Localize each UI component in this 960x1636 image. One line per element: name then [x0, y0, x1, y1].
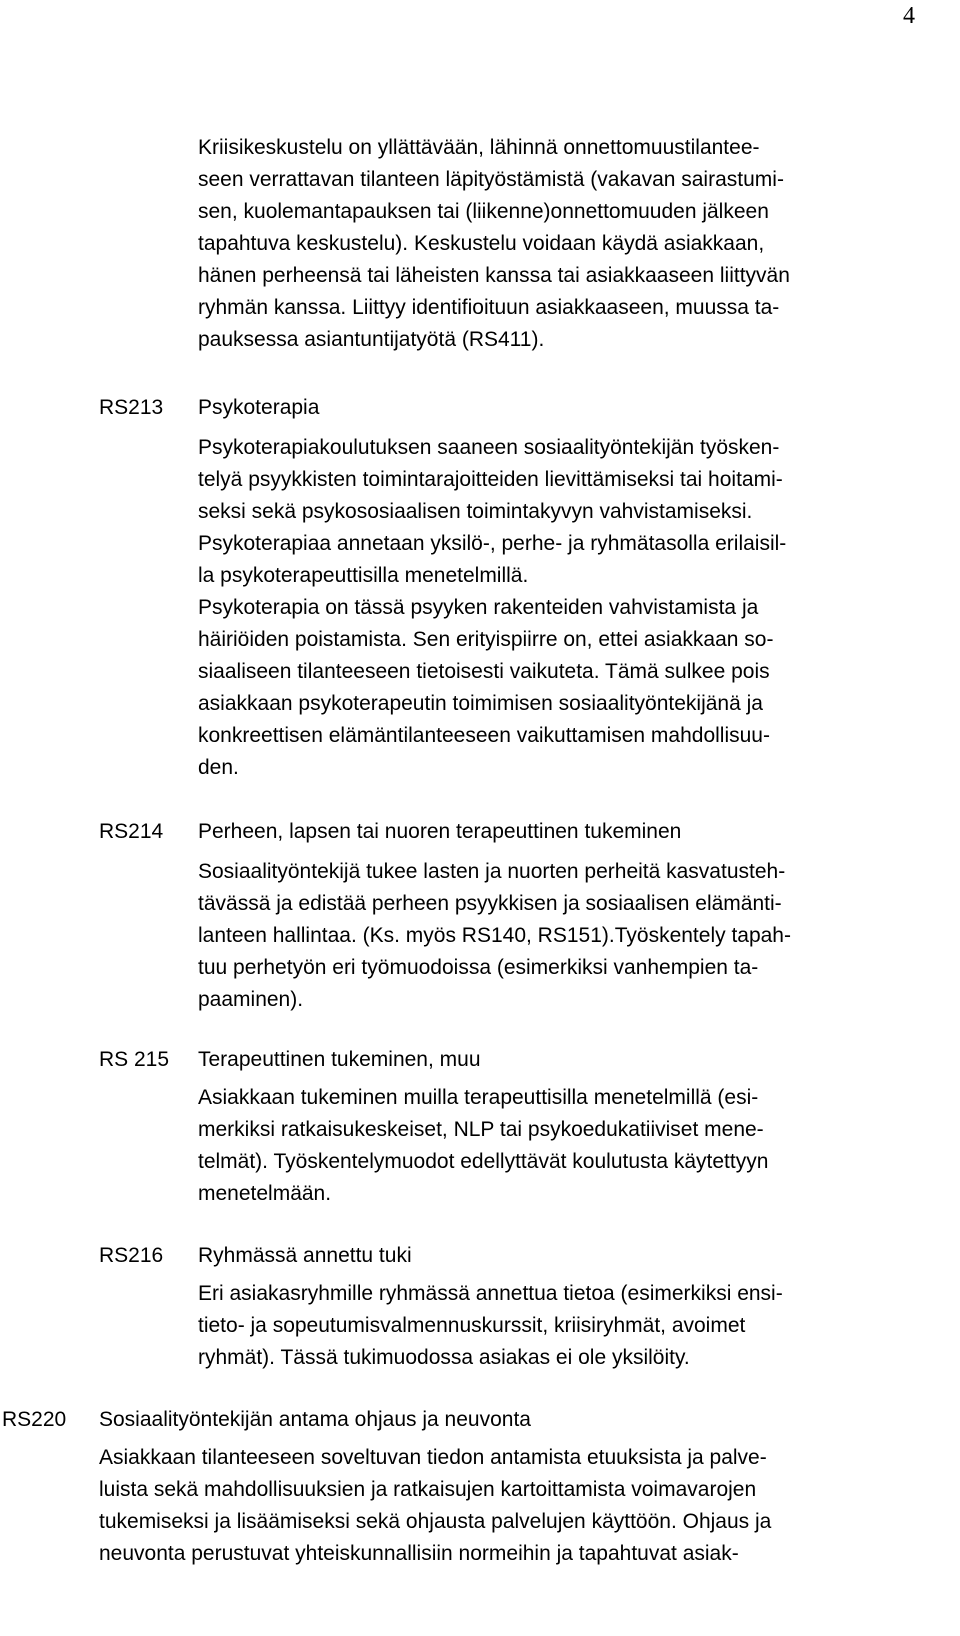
entry-line: seksi sekä psykososiaalisen toimintakyvyn vahvistamiseksi.	[198, 500, 753, 523]
entry-line: siaaliseen tilanteeseen tietoisesti vaikuteta. Tämä sulkee pois	[198, 660, 770, 683]
entry-line: neuvonta perustuvat yhteiskunnallisiin normeihin ja tapahtuvat asiak-	[99, 1542, 739, 1565]
entry-code: RS 215	[99, 1048, 170, 1071]
entry-line: Eri asiakasryhmille ryhmässä annettua tietoa (esimerkiksi ensi-	[198, 1282, 783, 1305]
intro-line: ryhmän kanssa. Liittyy identifioituun asiakkaaseen, muussa ta-	[198, 296, 780, 319]
entry-line: lanteen hallintaa. (Ks. myös RS140, RS151).Työskentely tapah-	[198, 924, 791, 947]
entry-line: häiriöiden poistamista. Sen erityispiirre on, ettei asiakkaan so-	[198, 628, 774, 651]
entry-line: asiakkaan psykoterapeutin toimimisen sosiaalityöntekijänä ja	[198, 692, 763, 715]
entry-line: tuu perhetyön eri työmuodoissa (esimerkiksi vanhempien ta-	[198, 956, 759, 979]
entry-line: luista sekä mahdollisuuksien ja ratkaisujen kartoittamista voimavarojen	[99, 1478, 757, 1501]
entry-line: tävässä ja edistää perheen psyykkisen ja sosiaalisen elämänti-	[198, 892, 782, 915]
intro-line: pauksessa asiantuntijatyötä (RS411).	[198, 328, 545, 351]
intro-line: sen, kuolemantapauksen tai (liikenne)onnettomuuden jälkeen	[198, 200, 769, 223]
intro-line: Kriisikeskustelu on yllättävään, lähinnä onnettomuustilantee-	[198, 136, 760, 159]
entry-line: Asiakkaan tukeminen muilla terapeuttisilla menetelmillä (esi-	[198, 1086, 759, 1109]
entry-code: RS216	[99, 1244, 164, 1267]
page-number: 4	[903, 3, 915, 29]
entry-line: ryhmät). Tässä tukimuodossa asiakas ei ole yksilöity.	[198, 1346, 690, 1369]
entry-line: paaminen).	[198, 988, 304, 1011]
entry-title: Terapeuttinen tukeminen, muu	[198, 1048, 481, 1071]
entry-line: merkiksi ratkaisukeskeiset, NLP tai psykoedukatiiviset mene-	[198, 1118, 764, 1141]
entry-code: RS213	[99, 396, 164, 419]
entry-line: Asiakkaan tilanteeseen soveltuvan tiedon antamista etuuksista ja palve-	[99, 1446, 767, 1469]
entry-line: tukemiseksi ja lisäämiseksi sekä ohjausta palvelujen käyttöön. Ohjaus ja	[99, 1510, 772, 1533]
intro-line: seen verrattavan tilanteen läpityöstämistä (vakavan sairastumi-	[198, 168, 784, 191]
entry-line: telyä psyykkisten toimintarajoitteiden lievittämiseksi tai hoitami-	[198, 468, 783, 491]
intro-line: hänen perheensä tai läheisten kanssa tai asiakkaaseen liittyvän	[198, 264, 790, 287]
entry-line: telmät). Työskentelymuodot edellyttävät koulutusta käytettyyn	[198, 1150, 769, 1173]
entry-line: tieto- ja sopeutumisvalmennuskurssit, kriisiryhmät, avoimet	[198, 1314, 746, 1337]
entry-title: Psykoterapia	[198, 396, 320, 419]
entry-code: RS214	[99, 820, 164, 843]
entry-title: Ryhmässä annettu tuki	[198, 1244, 412, 1267]
entry-code: RS220	[2, 1408, 67, 1431]
entry-line: Psykoterapia on tässä psyyken rakenteiden vahvistamista ja	[198, 596, 759, 619]
entry-line: Psykoterapiaa annetaan yksilö-, perhe- ja ryhmätasolla erilaisil-	[198, 532, 787, 555]
entry-title: Perheen, lapsen tai nuoren terapeuttinen tukeminen	[198, 820, 682, 843]
entry-line: den.	[198, 756, 239, 779]
entry-line: konkreettisen elämäntilanteeseen vaikuttamisen mahdollisuu-	[198, 724, 770, 747]
entry-line: menetelmään.	[198, 1182, 332, 1205]
intro-line: tapahtuva keskustelu). Keskustelu voidaan käydä asiakkaan,	[198, 232, 765, 255]
entry-line: Psykoterapiakoulutuksen saaneen sosiaalityöntekijän työsken-	[198, 436, 780, 459]
entry-line: Sosiaalityöntekijä tukee lasten ja nuorten perheitä kasvatusteh-	[198, 860, 786, 883]
entry-title: Sosiaalityöntekijän antama ohjaus ja neuvonta	[99, 1408, 531, 1431]
entry-line: la psykoterapeuttisilla menetelmillä.	[198, 564, 529, 587]
